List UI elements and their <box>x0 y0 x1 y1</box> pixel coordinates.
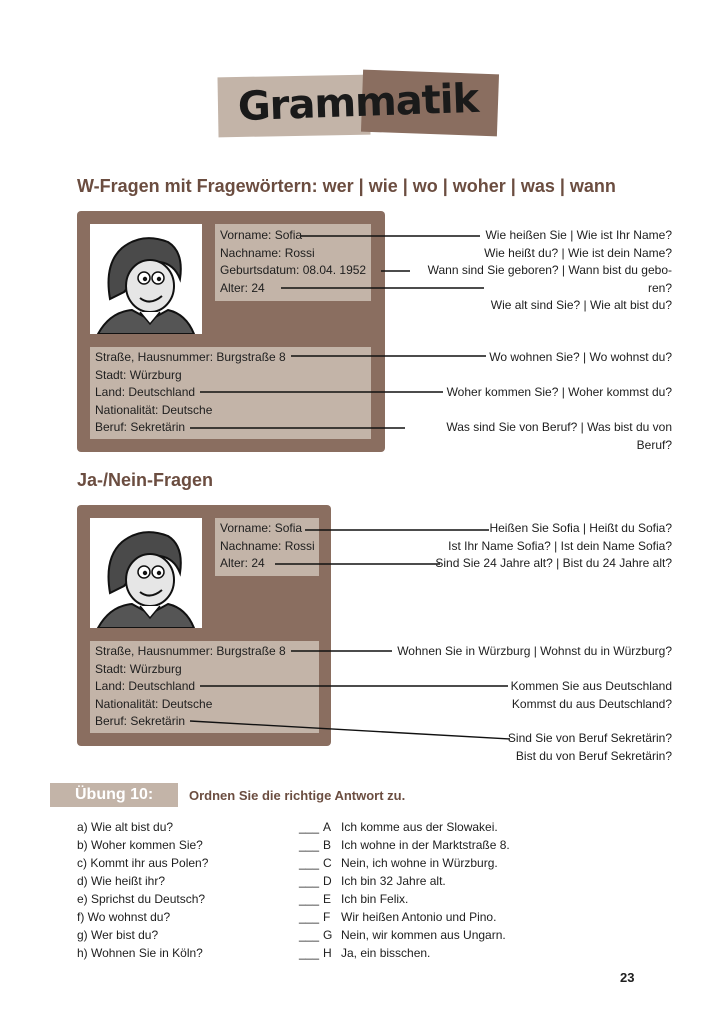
field-age: Alter: 24 <box>220 556 265 570</box>
question-yesno-origin: Kommen Sie aus Deutschland <box>510 679 672 693</box>
answer-letter-h: H <box>323 946 332 960</box>
question-birth-cont: ren? <box>647 280 672 295</box>
exercise-question-b: b) Woher kommen Sie? <box>77 838 203 852</box>
field-country: Land: Deutschland <box>95 385 196 399</box>
answer-text-d: Ich bin 32 Jahre alt. <box>341 874 446 888</box>
field-nationality: Nationalität: Deutsche <box>95 696 213 711</box>
answer-blank[interactable]: ___ <box>299 892 320 906</box>
question-birth: Wann sind Sie geboren? | Wann bist du gebo- <box>427 263 672 277</box>
answer-text-b: Ich wohne in der Marktstraße 8. <box>341 838 510 852</box>
field-age: Alter: 24 <box>220 280 265 295</box>
question-yesno-origin-informal: Kommst du aus Deutschland? <box>511 696 672 711</box>
field-first-name: Vorname: Sofia <box>220 521 303 535</box>
field-city: Stadt: Würzburg <box>95 367 182 382</box>
answer-blank[interactable]: ___ <box>299 946 320 960</box>
field-street: Straße, Hausnummer: Burgstraße 8 <box>95 350 286 364</box>
answer-blank[interactable]: ___ <box>299 820 320 834</box>
section2-heading: Ja-/Nein-Fragen <box>77 470 214 490</box>
field-first-name: Vorname: Sofia <box>220 228 303 242</box>
answer-letter-e: E <box>323 892 332 906</box>
exercise-question-f: f) Wo wohnst du? <box>77 910 171 924</box>
answer-text-f: Wir heißen Antonio und Pino. <box>341 910 497 924</box>
exercise-instruction: Ordnen Sie die richtige Antwort zu. <box>189 788 406 803</box>
answer-text-g: Nein, wir kommen aus Ungarn. <box>341 928 506 942</box>
answer-letter-c: C <box>323 856 332 870</box>
question-yesno-residence: Wohnen Sie in Würzburg | Wohnst du in Würzburg? <box>397 644 672 658</box>
question-name-informal: Wie heißt du? | Wie ist dein Name? <box>484 245 672 260</box>
exercise-question-d: d) Wie heißt ihr? <box>77 874 166 888</box>
field-last-name: Nachname: Rossi <box>220 245 315 260</box>
answer-text-e: Ich bin Felix. <box>341 892 409 906</box>
answer-letter-d: D <box>323 874 332 888</box>
page-title: Grammatik <box>237 75 479 131</box>
field-nationality: Nationalität: Deutsche <box>95 402 213 417</box>
answer-text-a: Ich komme aus der Slowakei. <box>341 820 498 834</box>
exercise-question-h: h) Wohnen Sie in Köln? <box>77 946 203 960</box>
question-yesno-profession: Sind Sie von Beruf Sekretärin? <box>507 731 672 745</box>
exercise-question-e: e) Sprichst du Deutsch? <box>77 892 206 906</box>
question-yesno-age: Sind Sie 24 Jahre alt? | Bist du 24 Jahre alt? <box>435 556 672 570</box>
field-city: Stadt: Würzburg <box>95 661 182 676</box>
answer-blank[interactable]: ___ <box>299 856 320 870</box>
field-country: Land: Deutschland <box>95 679 196 693</box>
question-profession: Was sind Sie von Beruf? | Was bist du von <box>446 420 672 434</box>
answer-text-c: Nein, ich wohne in Würzburg. <box>341 856 498 870</box>
answer-letter-g: G <box>323 928 333 942</box>
exercise-question-c: c) Kommt ihr aus Polen? <box>77 856 209 870</box>
question-residence: Wo wohnen Sie? | Wo wohnst du? <box>489 350 672 364</box>
question-yesno-name-2: Ist Ihr Name Sofia? | Ist dein Name Sofia? <box>448 538 672 553</box>
answer-letter-a: A <box>323 820 332 834</box>
question-profession-cont: Beruf? <box>636 437 672 452</box>
field-profession: Beruf: Sekretärin <box>95 420 186 434</box>
question-origin: Woher kommen Sie? | Woher kommst du? <box>446 385 672 399</box>
answer-blank[interactable]: ___ <box>299 928 320 942</box>
page-number: 23 <box>620 970 635 985</box>
field-street: Straße, Hausnummer: Burgstraße 8 <box>95 644 286 658</box>
question-name-formal: Wie heißen Sie | Wie ist Ihr Name? <box>485 228 672 242</box>
answer-blank[interactable]: ___ <box>299 838 320 852</box>
answer-text-h: Ja, ein bisschen. <box>341 946 431 960</box>
field-profession: Beruf: Sekretärin <box>95 714 186 728</box>
answer-letter-f: F <box>323 910 331 924</box>
question-age: Wie alt sind Sie? | Wie alt bist du? <box>490 298 672 312</box>
field-last-name: Nachname: Rossi <box>220 538 315 553</box>
exercise-question-a: a) Wie alt bist du? <box>77 820 174 834</box>
section1-heading: W-Fragen mit Fragewörtern: wer | wie | wo | woher | was | wann <box>77 176 616 196</box>
answer-letter-b: B <box>323 838 332 852</box>
exercise-label: Übung 10: <box>50 783 178 807</box>
exercise-question-g: g) Wer bist du? <box>77 928 159 942</box>
field-birth-date: Geburtsdatum: 08.04. 1952 <box>220 263 367 277</box>
answer-blank[interactable]: ___ <box>299 874 320 888</box>
question-yesno-name-1: Heißen Sie Sofia | Heißt du Sofia? <box>489 521 672 535</box>
question-yesno-profession-informal: Bist du von Beruf Sekretärin? <box>515 748 672 763</box>
answer-blank[interactable]: ___ <box>299 910 320 924</box>
